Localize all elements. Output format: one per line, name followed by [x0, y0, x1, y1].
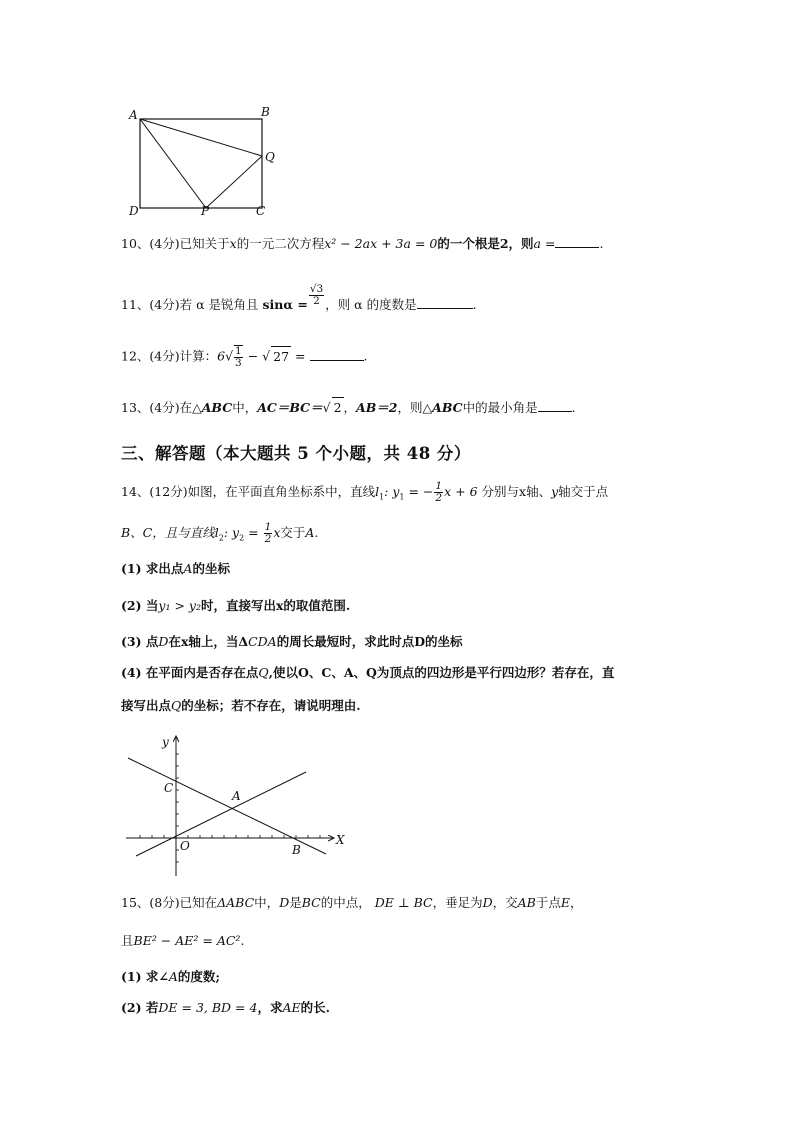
answer-blank[interactable]	[417, 296, 473, 309]
question-14: 14、(12分)如图，在平面直角坐标系中，直线$l_1$: $y_1$ = − $\frac{1}{2}$ x + 6 分别与x轴、y轴交于点	[121, 480, 609, 504]
label-p: P	[201, 204, 210, 218]
q11-fraction: $\frac{√3}{2}$	[309, 283, 324, 307]
segment-aq	[140, 119, 262, 156]
label-a: A	[232, 789, 241, 803]
label-q: Q	[265, 150, 275, 164]
q15-sub-1: (1) 求∠A的度数;	[121, 969, 221, 984]
label-o: O	[180, 839, 190, 853]
q14-sub-4-line-2: 接写出点Q的坐标；若不存在，请说明理由.	[121, 698, 361, 713]
segment-pq	[206, 156, 262, 208]
line-l2	[136, 772, 306, 856]
coordinate-figure	[122, 730, 352, 880]
q14-sub-3: (3) 点D在x轴上，当ΔCDA的周长最短时，求此时点D的坐标	[121, 634, 463, 649]
line-l1	[128, 758, 326, 854]
question-10: 10、(4分)已知关于x的一元二次方程x² − 2ax + 3a = 0的一个根是2，则a = .	[121, 236, 604, 251]
label-c: C	[164, 781, 174, 795]
section-3-title: 三、解答题（本大题共 5 个小题，共 48 分）	[121, 444, 471, 463]
q10-equation: x² − 2ax + 3a = 0	[324, 236, 438, 251]
question-15: 15、(8分)已知在ΔABC中，D是BC的中点， DE ⊥ BC，垂足为D，交AB于点E，	[121, 895, 583, 910]
label-b: B	[261, 105, 270, 119]
q14-sub-2: (2) 当y₁ > y₂时，直接写出x的取值范围.	[121, 598, 351, 613]
sqrt-sign: √	[225, 348, 234, 364]
question-15-line-2: 且BE² − AE² = AC².	[121, 933, 245, 948]
q14-l2-fraction: $\frac{1}{2}$	[264, 521, 272, 545]
q14-sub-1: (1) 求出点A的坐标	[121, 561, 230, 576]
answer-blank[interactable]	[538, 399, 572, 412]
label-y: y	[162, 735, 169, 749]
q14-l1-fraction: $\frac{1}{2}$	[435, 480, 443, 504]
rectangle-figure	[125, 103, 285, 218]
question-12: 12、(4分)计算：6√ $\frac{1}{3}$ − √ 27 = .	[121, 345, 368, 369]
label-c: C	[256, 204, 266, 218]
label-d: D	[129, 204, 139, 218]
segment-ap	[140, 119, 206, 208]
q15-sub-2: (2) 若DE = 3, BD = 4，求AE的长.	[121, 1000, 330, 1015]
q14-sub-4: (4) 在平面内是否存在点Q,使以O、C、A、Q为顶点的四边形是平行四边形？若存在，直	[121, 665, 615, 680]
question-14-line-2: B、C，且与直线$l_2$: $y_2$ = $\frac{1}{2}$ x交于A.	[121, 521, 319, 545]
answer-blank[interactable]	[310, 348, 364, 361]
answer-blank[interactable]	[555, 235, 599, 248]
question-11: 11、(4分)若 α 是锐角且 sinα = $\frac{√3}{2}$ ，则 α 的度数是 .	[121, 283, 477, 312]
label-b: B	[292, 843, 301, 857]
rectangle-abcd	[140, 119, 262, 208]
q12-fraction: $\frac{1}{3}$	[235, 345, 242, 369]
question-13: 13、(4分)在△ABC中，AC＝BC＝√ 2 ，AB＝2，则△ABC中的最小角是 .	[121, 397, 576, 418]
label-x: X	[336, 833, 345, 847]
label-a: A	[129, 108, 138, 122]
